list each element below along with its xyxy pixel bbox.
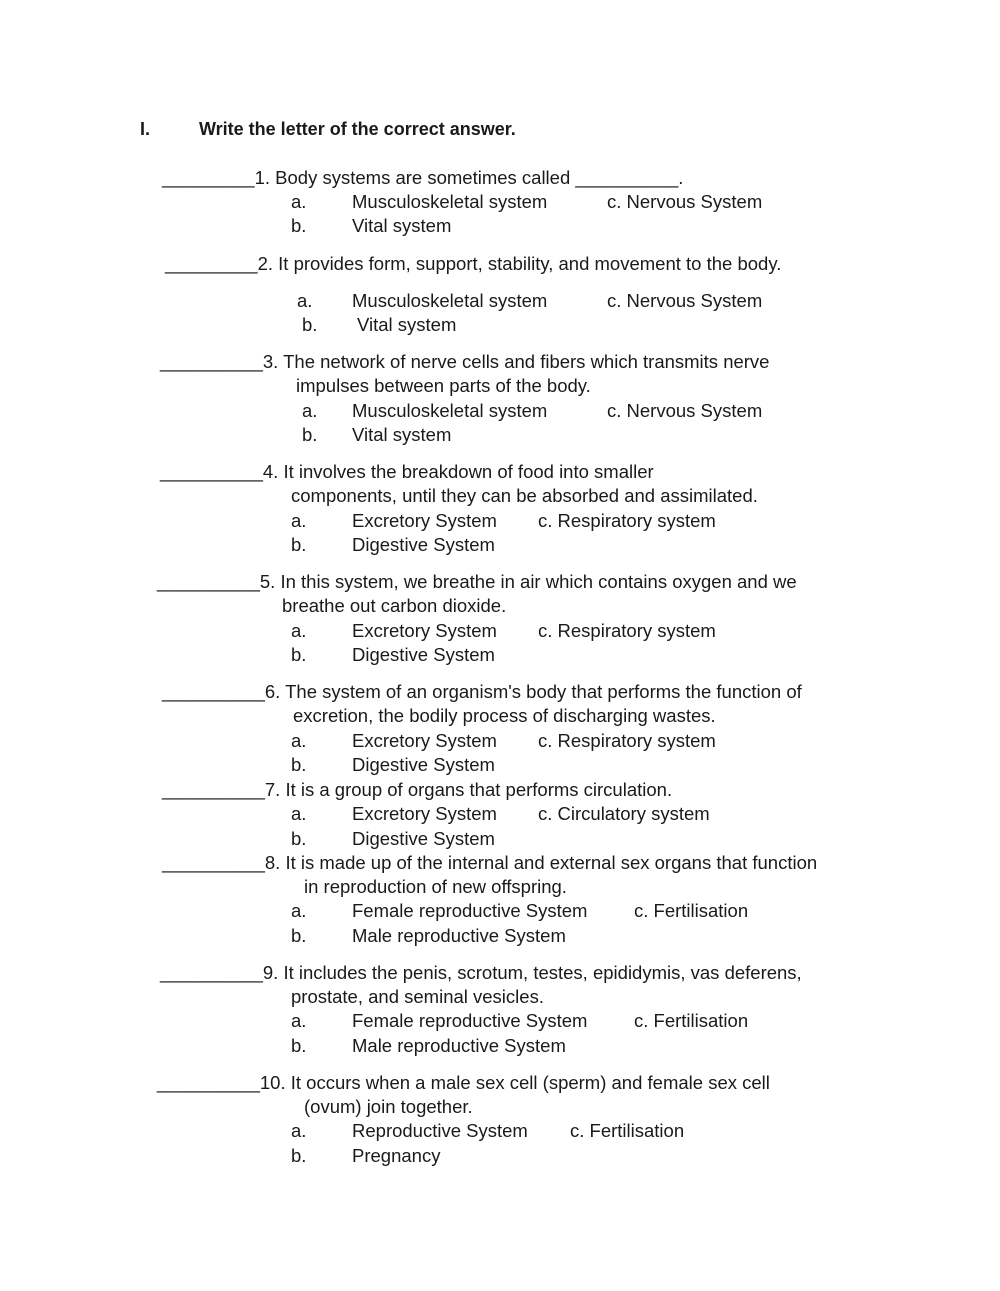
question-text: __________10. It occurs when a male sex cell (sperm) and female sex cell xyxy=(157,1072,770,1093)
option-letter-b: b. xyxy=(291,925,307,946)
option-c: c. Fertilisation xyxy=(634,900,749,921)
option-letter-a: a. xyxy=(291,1010,307,1031)
option-c: c. Respiratory system xyxy=(538,510,716,531)
option-b: Digestive System xyxy=(352,828,495,849)
option-a: Musculoskeletal system xyxy=(352,400,548,421)
option-a: Excretory System xyxy=(352,803,497,824)
option-letter-a: a. xyxy=(291,620,307,641)
option-a: Female reproductive System xyxy=(352,1010,588,1031)
question-text: _________2. It provides form, support, stability, and movement to the body. xyxy=(165,253,782,274)
option-letter-b: b. xyxy=(302,424,318,445)
option-b: Pregnancy xyxy=(352,1145,441,1166)
option-a: Female reproductive System xyxy=(352,900,588,921)
question-text: __________8. It is made up of the internal and external sex organs that function xyxy=(162,852,818,873)
option-letter-a: a. xyxy=(291,803,307,824)
option-c: c. Nervous System xyxy=(607,400,763,421)
option-letter-b: b. xyxy=(291,1035,307,1056)
option-b: Male reproductive System xyxy=(352,925,566,946)
option-letter-b: b. xyxy=(291,828,307,849)
question-text-continued: prostate, and seminal vesicles. xyxy=(291,986,544,1007)
question-text: _________1. Body systems are sometimes called __________. xyxy=(162,167,684,188)
option-a: Musculoskeletal system xyxy=(352,191,548,212)
question-text: __________5. In this system, we breathe in air which contains oxygen and we xyxy=(157,571,797,592)
option-c: c. Respiratory system xyxy=(538,620,716,641)
question-text-continued: excretion, the bodily process of discharging wastes. xyxy=(293,705,716,726)
section-instruction: Write the letter of the correct answer. xyxy=(199,119,516,139)
question-text-continued: breathe out carbon dioxide. xyxy=(282,595,507,616)
option-letter-a: a. xyxy=(291,191,307,212)
option-letter-a: a. xyxy=(302,400,318,421)
option-b: Digestive System xyxy=(352,644,495,665)
option-c: c. Nervous System xyxy=(607,191,763,212)
question-text-continued: components, until they can be absorbed and assimilated. xyxy=(291,485,758,506)
question-text: __________9. It includes the penis, scrotum, testes, epididymis, vas deferens, xyxy=(160,962,802,983)
option-a: Reproductive System xyxy=(352,1120,528,1141)
option-letter-a: a. xyxy=(291,730,307,751)
question-text: __________6. The system of an organism's body that performs the function of xyxy=(162,681,802,702)
option-letter-a: a. xyxy=(291,1120,307,1141)
option-c: c. Fertilisation xyxy=(570,1120,685,1141)
question-text: __________3. The network of nerve cells and fibers which transmits nerve xyxy=(160,351,770,372)
question-text: __________4. It involves the breakdown of food into smaller xyxy=(160,461,654,482)
option-b: Vital system xyxy=(357,314,457,335)
option-letter-b: b. xyxy=(291,754,307,775)
option-a: Excretory System xyxy=(352,620,497,641)
option-letter-b: b. xyxy=(291,215,307,236)
section-numeral: I. xyxy=(140,119,151,139)
option-a: Musculoskeletal system xyxy=(352,290,548,311)
option-letter-a: a. xyxy=(291,900,307,921)
option-b: Male reproductive System xyxy=(352,1035,566,1056)
option-letter-a: a. xyxy=(291,510,307,531)
option-letter-b: b. xyxy=(291,534,307,555)
option-c: c. Fertilisation xyxy=(634,1010,749,1031)
option-letter-b: b. xyxy=(291,644,307,665)
question-text-continued: (ovum) join together. xyxy=(304,1096,473,1117)
question-text-continued: in reproduction of new offspring. xyxy=(304,876,567,897)
question-text-continued: impulses between parts of the body. xyxy=(296,375,591,396)
option-b: Vital system xyxy=(352,424,452,445)
option-c: c. Circulatory system xyxy=(538,803,710,824)
option-letter-b: b. xyxy=(302,314,318,335)
option-letter-a: a. xyxy=(297,290,313,311)
option-b: Vital system xyxy=(352,215,452,236)
option-c: c. Respiratory system xyxy=(538,730,716,751)
option-letter-b: b. xyxy=(291,1145,307,1166)
option-c: c. Nervous System xyxy=(607,290,763,311)
option-a: Excretory System xyxy=(352,510,497,531)
question-text: __________7. It is a group of organs that performs circulation. xyxy=(162,779,673,800)
option-b: Digestive System xyxy=(352,754,495,775)
option-a: Excretory System xyxy=(352,730,497,751)
option-b: Digestive System xyxy=(352,534,495,555)
